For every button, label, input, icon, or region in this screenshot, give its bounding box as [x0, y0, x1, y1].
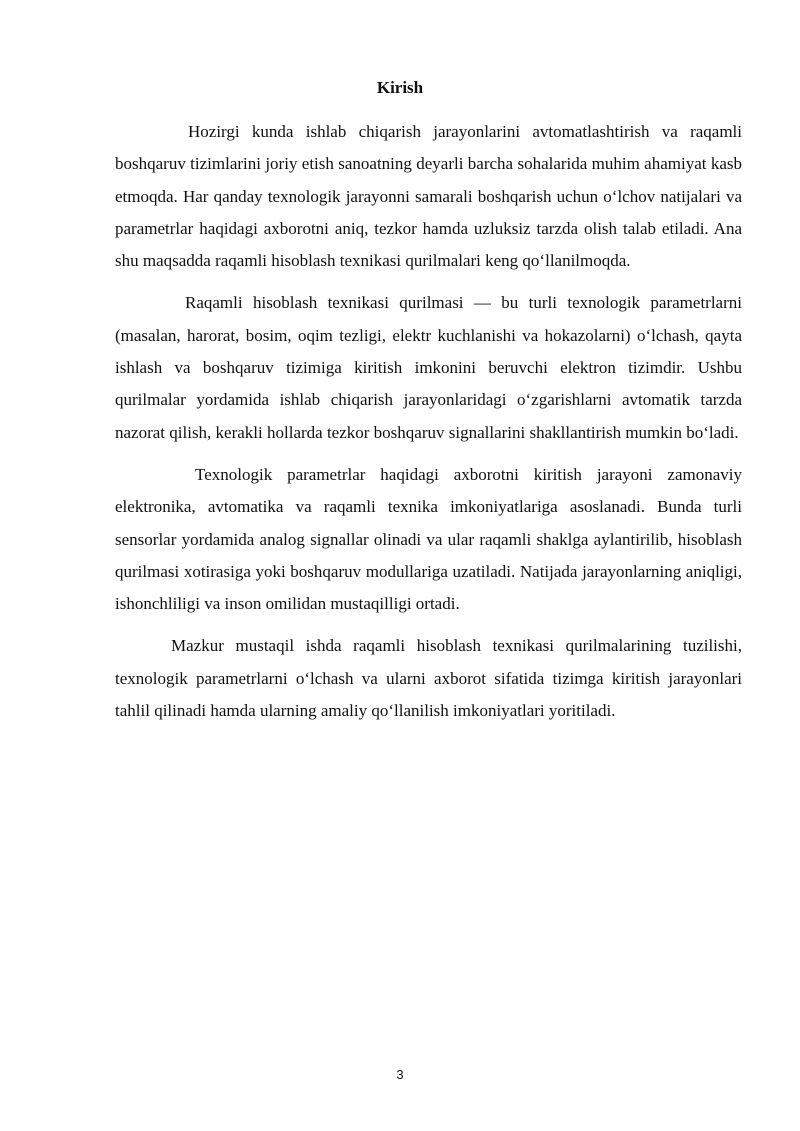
- document-body: [115, 116, 742, 737]
- page-number: 3: [396, 1067, 404, 1082]
- paragraph-3: Texnologik parametrlar haqidagi axborotni kiritish jarayoni zamonaviy elektronika, avtomatika va raqamli texnika imkoniyatlariga asoslanadi. Bunda turli sensorlar yordamida analog signallar olinadi va ular raqamli shaklga aylantirilib, hisoblash qurilmasi xotirasiga yoki boshqaruv modullariga uzatiladi. Natijada jarayonlarning aniqligi, ishonchliligi va inson omilidan mustaqilligi ortadi.: [115, 464, 742, 614]
- page-title: Kirish: [376, 78, 424, 97]
- paragraph-2: Raqamli hisoblash texnikasi qurilmasi — bu turli texnologik parametrlarni (masalan, harorat, bosim, oqim tezligi, elektr kuchlanishi va hokazolarni) o‘lchash, qayta ishlash va boshqaruv tizimiga kiritish imkonini beruvchi elektron tizimdir. Ushbu qurilmalar yordamida ishlab chiqarish jarayonlaridagi o‘zgarishlarni avtomatik tarzda nazorat qilish, kerakli hollarda tezkor boshqaruv signallarini shakllantirish mumkin bo‘ladi.: [115, 293, 742, 442]
- paragraph-1: Hozirgi kunda ishlab chiqarish jarayonlarini avtomatlashtirish va raqamli boshqaruv tizimlarini joriy etish sanoatning deyarli barcha sohalarida muhim ahamiyat kasb etmoqda. Har qanday texnologik jarayonni samarali boshqarish uchun o‘lchov natijalari va parametrlar haqidagi axborotni aniq, tezkor hamda uzluksiz tarzda olish talab etiladi. Ana shu maqsadda raqamli hisoblash texnikasi qurilmalari keng qo‘llanilmoqda.: [115, 122, 742, 271]
- paragraph-4: Mazkur mustaqil ishda raqamli hisoblash texnikasi qurilmalarining tuzilishi, texnologik parametrlarni o‘lchash va ularni axborot sifatida tizimga kiritish jarayonlari tahlil qilinadi hamda ularning amaliy qo‘llanilish imkoniyatlari yoritiladi.: [115, 636, 742, 721]
